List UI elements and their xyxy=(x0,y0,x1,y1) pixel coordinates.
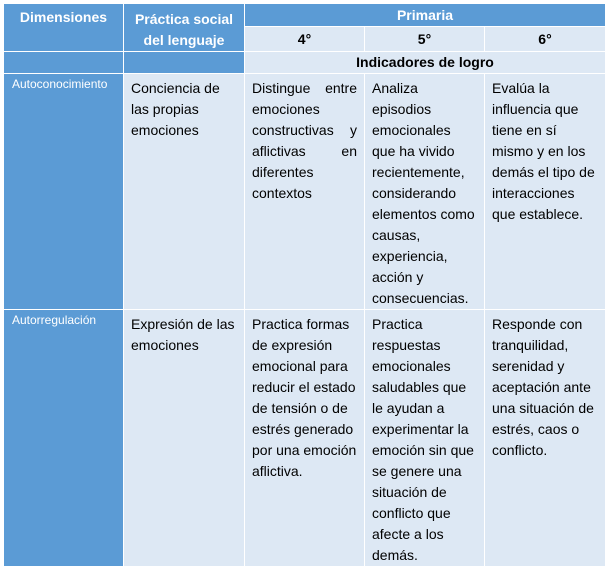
row-indicator-6: Evalúa la influencia que tiene en sí mismo y en los demás el tipo de interacciones que establece. xyxy=(485,74,606,310)
row-indicator-4: Practica formas de expresión emocional para reducir el estado de tensión o de estrés generado por una emoción aflictiva. xyxy=(245,310,365,567)
row-indicator-5: Analiza episodios emocionales que ha vivido recientemente, considerando elementos como causas, experiencia, acción y consecuencias. xyxy=(365,74,485,310)
header-practica: Práctica social del lenguaje xyxy=(124,4,245,52)
table-row xyxy=(4,310,606,567)
header-grade-6: 6° xyxy=(485,26,606,51)
row-dimension: Autoconocimiento xyxy=(4,74,124,310)
header-left-blank-2 xyxy=(124,52,245,74)
indicators-table xyxy=(3,3,606,567)
row-dimension: Autorregulación xyxy=(4,310,124,567)
header-grade-4: 4° xyxy=(245,26,365,51)
row-practica: Conciencia de las propias emociones xyxy=(124,74,245,310)
header-dimensiones: Dimensiones xyxy=(4,4,124,52)
table-row xyxy=(4,74,606,310)
row-indicator-4: Distingue entre emociones constructivas y aflictivas en diferentes contextos xyxy=(245,74,365,310)
header-grade-5: 5° xyxy=(365,26,485,51)
header-left-blank xyxy=(4,52,124,74)
row-indicator-5: Practica respuestas emocionales saludables que le ayudan a experimentar la emoción sin que se genere una situación de conflicto que afecte a los demás. xyxy=(365,310,485,567)
row-practica: Expresión de las emociones xyxy=(124,310,245,567)
header-primaria: Primaria xyxy=(245,4,606,27)
row-indicator-6: Responde con tranquilidad, serenidad y aceptación ante una situación de estrés, caos o conflicto. xyxy=(485,310,606,567)
header-indicadores: Indicadores de logro xyxy=(245,52,606,74)
